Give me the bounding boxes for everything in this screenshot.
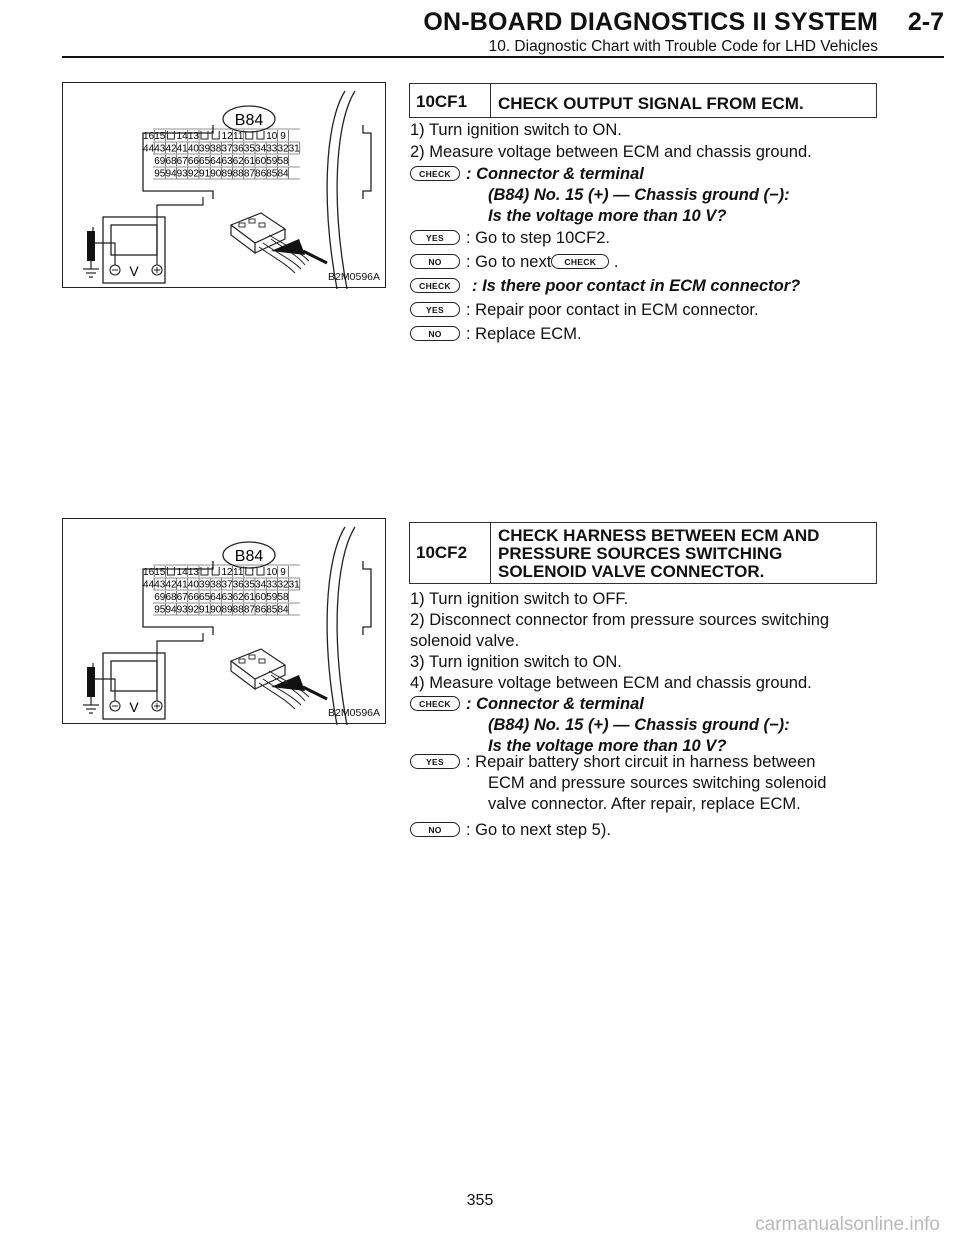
pin-number: 40	[187, 579, 199, 591]
pin-number: 67	[176, 156, 188, 167]
step-10CF1-header	[409, 83, 877, 118]
pin-number: 35	[243, 143, 255, 155]
ground-probe	[87, 667, 95, 697]
pin-number: 93	[176, 168, 188, 180]
pin-number: 64	[210, 156, 222, 167]
connector-key	[167, 131, 174, 139]
pin-number: 85	[266, 604, 278, 616]
pin-number: 90	[210, 604, 222, 616]
pin-number: 9	[280, 131, 286, 142]
connector-key	[201, 567, 208, 575]
pin-number: 33	[266, 579, 278, 591]
connector-diagram	[63, 83, 387, 289]
yes-badge: YES	[410, 230, 460, 245]
connector-key	[201, 131, 208, 139]
pin-number: 91	[199, 168, 211, 180]
pin-number: 94	[165, 168, 177, 180]
connector-pin-grid	[143, 565, 300, 616]
check-text: : Connector & terminal	[466, 165, 644, 183]
pin-number: 40	[187, 143, 199, 155]
figure-code: B2M0596A	[328, 707, 380, 719]
pin-number: 66	[187, 592, 199, 603]
pin-number: 12	[221, 131, 233, 142]
connector-figure-1	[62, 82, 386, 288]
no-badge: NO	[410, 254, 460, 269]
yes-badge: YES	[410, 754, 460, 769]
pin-number: 37	[221, 579, 233, 591]
pin-number: 34	[255, 579, 267, 591]
pin-number: 92	[187, 168, 199, 180]
yes-text: ECM and pressure sources switching solenoid	[488, 774, 827, 792]
check-text: (B84) No. 15 (+) — Chassis ground (−):	[488, 186, 790, 204]
connector-pin-grid	[143, 129, 300, 180]
pin-number: 59	[266, 592, 278, 603]
step-title: CHECK HARNESS BETWEEN ECM AND PRESSURE SOURCES SWITCHING SOLENOID VALVE CONNECTOR.	[498, 526, 820, 581]
pin-number: 67	[176, 592, 188, 603]
section-title: ON-BOARD DIAGNOSTICS II SYSTEM	[423, 8, 878, 36]
section-subtitle: 10. Diagnostic Chart with Trouble Code for LHD Vehicles	[488, 38, 878, 55]
no-badge: NO	[410, 326, 460, 341]
instruction: 2) Measure voltage between ECM and chassis ground.	[410, 143, 812, 161]
step-link[interactable]: 10CF2	[555, 229, 606, 247]
check-badge: CHECK	[410, 166, 460, 181]
pin-number: 39	[199, 143, 211, 155]
pin-number: 14	[176, 131, 188, 142]
pin-number: 39	[199, 579, 211, 591]
header-rule	[62, 56, 944, 58]
pin-number: 84	[277, 604, 289, 616]
pin-number: 61	[243, 592, 255, 603]
pin-number: 65	[199, 592, 211, 603]
step-id: 10CF2	[410, 523, 491, 583]
connector-key	[257, 567, 264, 575]
pin-number: 86	[255, 604, 267, 616]
pin-number: 16	[143, 131, 155, 142]
pin-number: 68	[165, 156, 177, 167]
check-text: : Connector & terminal	[466, 695, 644, 713]
instruction: 2) Disconnect connector from pressure sources switching	[410, 611, 830, 629]
pin-number: 44	[143, 143, 155, 155]
yes-badge: YES	[410, 302, 460, 317]
no-text: : Go to next step 5).	[466, 821, 611, 839]
pin-number: 84	[277, 168, 289, 180]
pin-number: 31	[288, 143, 300, 155]
pin-number: 13	[187, 131, 199, 142]
pin-number: 69	[154, 592, 166, 603]
pin-number: 37	[221, 143, 233, 155]
pin-number: 10	[266, 131, 278, 142]
svg-text:V: V	[129, 699, 139, 715]
instruction: 1) Turn ignition switch to ON.	[410, 121, 622, 139]
pin-number: 36	[232, 143, 244, 155]
pin-number: 62	[232, 156, 244, 167]
step-title: CHECK OUTPUT SIGNAL FROM ECM.	[498, 94, 804, 113]
pin-number: 62	[232, 592, 244, 603]
page-number: 355	[466, 1192, 494, 1209]
pin-number: 38	[210, 143, 222, 155]
pin-number: 66	[187, 156, 199, 167]
pin-number: 43	[154, 143, 166, 155]
pin-number: 44	[143, 579, 155, 591]
pin-number: 63	[221, 592, 233, 603]
harness-plug	[231, 649, 327, 709]
pin-number: 69	[154, 156, 166, 167]
check-text: Is the voltage more than 10 V?	[488, 737, 727, 755]
pin-number: 9	[280, 567, 286, 578]
connector-figure-2	[62, 518, 386, 724]
svg-text:V: V	[129, 263, 139, 279]
connector-key	[167, 567, 174, 575]
check-text: Is the voltage more than 10 V?	[488, 207, 727, 225]
pin-number: 93	[176, 604, 188, 616]
pin-number: 87	[243, 604, 255, 616]
pin-number: 88	[232, 604, 244, 616]
pin-number: 14	[176, 567, 188, 578]
figure-code: B2M0596A	[328, 271, 380, 283]
no-text: : Replace ECM.	[466, 325, 582, 343]
pin-number: 88	[232, 168, 244, 180]
connector-key	[257, 131, 264, 139]
pin-number: 35	[243, 579, 255, 591]
pin-number: 36	[232, 579, 244, 591]
check-text: : Is there poor contact in ECM connector?	[472, 277, 801, 295]
watermark: carmanualsonline.info	[755, 1214, 940, 1235]
pin-number: 34	[255, 143, 267, 155]
step-10CF2-header	[409, 522, 877, 584]
pin-number: 58	[277, 592, 289, 603]
yes-text: valve connector. After repair, replace ECM.	[488, 795, 801, 813]
check-badge: CHECK	[410, 278, 460, 293]
pin-number: 94	[165, 604, 177, 616]
pin-number: 60	[255, 156, 267, 167]
pin-number: 16	[143, 567, 155, 578]
pin-number: 43	[154, 579, 166, 591]
check-badge: CHECK	[410, 696, 460, 711]
pin-number: 41	[176, 143, 188, 155]
pin-number: 12	[221, 567, 233, 578]
pin-number: 11	[233, 131, 244, 142]
pin-number: 89	[221, 604, 233, 616]
yes-text: : Go to step 10CF2.	[466, 229, 611, 247]
pin-number: 10	[266, 567, 278, 578]
check-text: (B84) No. 15 (+) — Chassis ground (−):	[488, 716, 790, 734]
connector-label: B84	[234, 112, 264, 129]
section-number: 2-7	[907, 8, 944, 36]
pin-number: 31	[288, 579, 300, 591]
pin-number: 61	[243, 156, 255, 167]
pin-number: 68	[165, 592, 177, 603]
pin-number: 86	[255, 168, 267, 180]
pin-number: 32	[277, 143, 289, 155]
pin-number: 89	[221, 168, 233, 180]
harness-plug	[231, 213, 327, 273]
instruction: 4) Measure voltage between ECM and chassis ground.	[410, 674, 812, 692]
pin-number: 13	[187, 567, 199, 578]
ground-probe	[87, 231, 95, 261]
yes-text: : Repair battery short circuit in harness between	[466, 753, 816, 771]
pin-number: 95	[154, 168, 166, 180]
pin-number: 38	[210, 579, 222, 591]
pin-number: 59	[266, 156, 278, 167]
pin-number: 41	[176, 579, 188, 591]
pin-number: 42	[165, 143, 177, 155]
pin-number: 90	[210, 168, 222, 180]
pin-number: 91	[199, 604, 211, 616]
connector-label: B84	[234, 548, 264, 565]
pin-number: 95	[154, 604, 166, 616]
pin-number: 65	[199, 156, 211, 167]
pin-number: 11	[233, 567, 244, 578]
pin-number: 85	[266, 168, 278, 180]
check-badge: CHECK	[551, 254, 609, 269]
pin-number: 60	[255, 592, 267, 603]
no-text: : Go to next CHECK .	[466, 253, 619, 271]
pin-number: 33	[266, 143, 278, 155]
pin-number: 32	[277, 579, 289, 591]
pin-number: 42	[165, 579, 177, 591]
yes-text: : Repair poor contact in ECM connector.	[466, 301, 759, 319]
no-badge: NO	[410, 822, 460, 837]
pin-number: 63	[221, 156, 233, 167]
pin-number: 15	[154, 131, 166, 142]
pin-number: 92	[187, 604, 199, 616]
instruction: 3) Turn ignition switch to ON.	[410, 653, 622, 671]
pin-number: 15	[154, 567, 166, 578]
step-id: 10CF1	[410, 84, 491, 117]
pin-number: 58	[277, 156, 289, 167]
connector-diagram	[63, 519, 387, 725]
pin-number: 87	[243, 168, 255, 180]
instruction: solenoid valve.	[410, 632, 520, 650]
instruction: 1) Turn ignition switch to OFF.	[410, 590, 629, 608]
pin-number: 64	[210, 592, 222, 603]
